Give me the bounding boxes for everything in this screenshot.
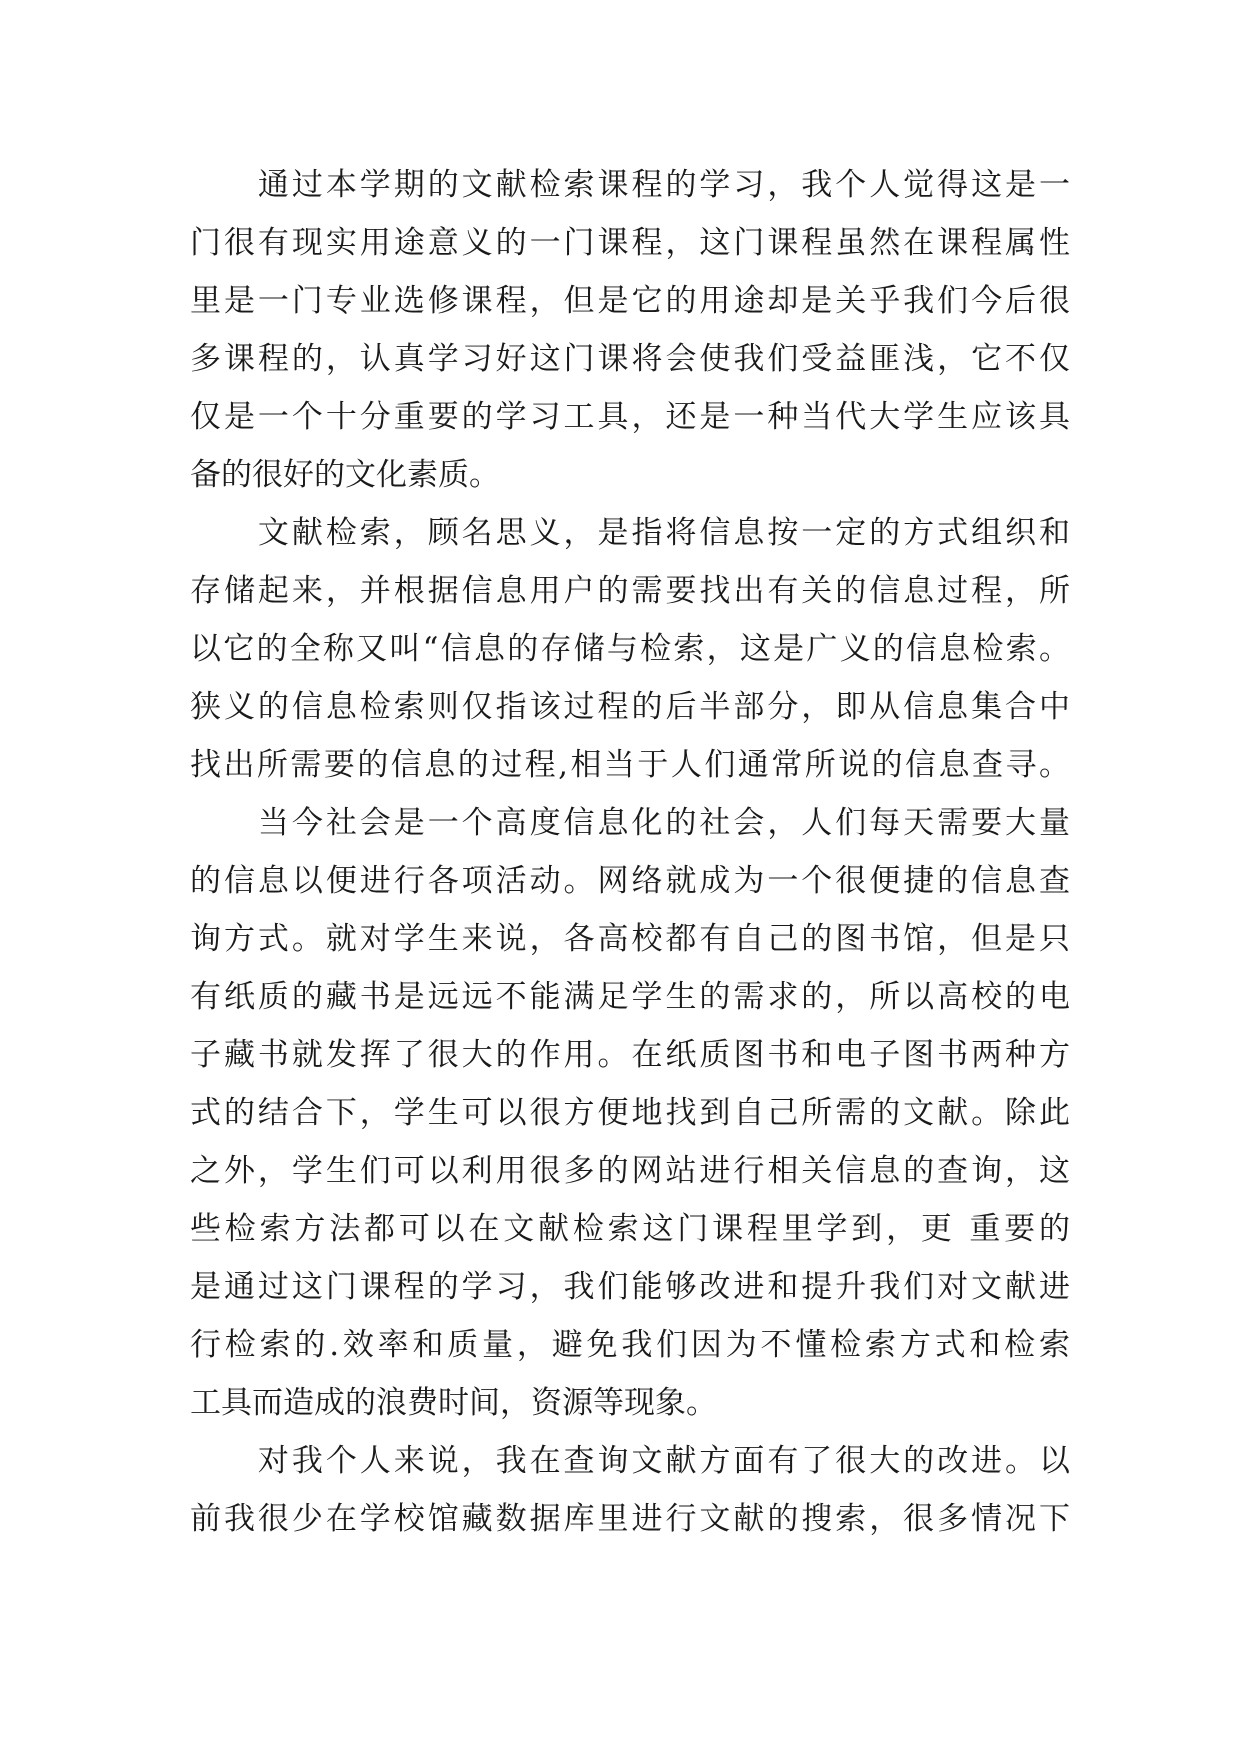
text-line: 门很有现实用途意义的一门课程，这门课程虽然在课程属性 — [190, 225, 1070, 261]
text-line: 对我个人来说，我在查询文献方面有了很大的改进。以 — [190, 1443, 1070, 1479]
text-line: 通过本学期的文献检索课程的学习，我个人觉得这是一 — [190, 167, 1070, 203]
text-line: 以它的全称又叫“信息的存储与检索，这是广义的信息检索。 — [190, 631, 1070, 667]
text-line: 找出所需要的信息的过程,相当于人们通常所说的信息查寻。 — [190, 747, 1070, 783]
text-line: 工具而造成的浪费时间，资源等现象。 — [190, 1385, 717, 1421]
text-line: 的信息以便进行各项活动。网络就成为一个很便捷的信息查 — [190, 863, 1070, 899]
text-line: 子藏书就发挥了很大的作用。在纸质图书和电子图书两种方 — [190, 1037, 1070, 1073]
text-line: 询方式。就对学生来说，各高校都有自己的图书馆，但是只 — [190, 921, 1070, 957]
text-line: 当今社会是一个高度信息化的社会，人们每天需要大量 — [190, 805, 1070, 841]
text-line: 多课程的，认真学习好这门课将会使我们受益匪浅，它不仅 — [190, 341, 1070, 377]
text-line: 些检索方法都可以在文献检索这门课程里学到，更 重要的 — [190, 1211, 1070, 1247]
text-line: 仅是一个十分重要的学习工具，还是一种当代大学生应该具 — [190, 399, 1070, 435]
text-line: 行检索的.效率和质量，避免我们因为不懂检索方式和检索 — [190, 1327, 1070, 1363]
body-text — [190, 156, 1070, 1548]
text-line: 里是一门专业选修课程，但是它的用途却是关乎我们今后很 — [190, 283, 1070, 319]
text-line: 前我很少在学校馆藏数据库里进行文献的搜索，很多情况下 — [190, 1501, 1070, 1537]
text-line: 之外，学生们可以利用很多的网站进行相关信息的查询，这 — [190, 1153, 1070, 1189]
text-line: 有纸质的藏书是远远不能满足学生的需求的，所以高校的电 — [190, 979, 1070, 1015]
text-line: 文献检索，顾名思义，是指将信息按一定的方式组织和 — [190, 515, 1070, 551]
text-line: 式的结合下，学生可以很方便地找到自己所需的文献。除此 — [190, 1095, 1070, 1131]
text-line: 备的很好的文化素质。 — [190, 457, 500, 493]
text-line: 存储起来，并根据信息用户的需要找出有关的信息过程，所 — [190, 573, 1070, 609]
text-line: 是通过这门课程的学习，我们能够改进和提升我们对文献进 — [190, 1269, 1070, 1305]
text-line: 狭义的信息检索则仅指该过程的后半部分，即从信息集合中 — [190, 689, 1070, 725]
